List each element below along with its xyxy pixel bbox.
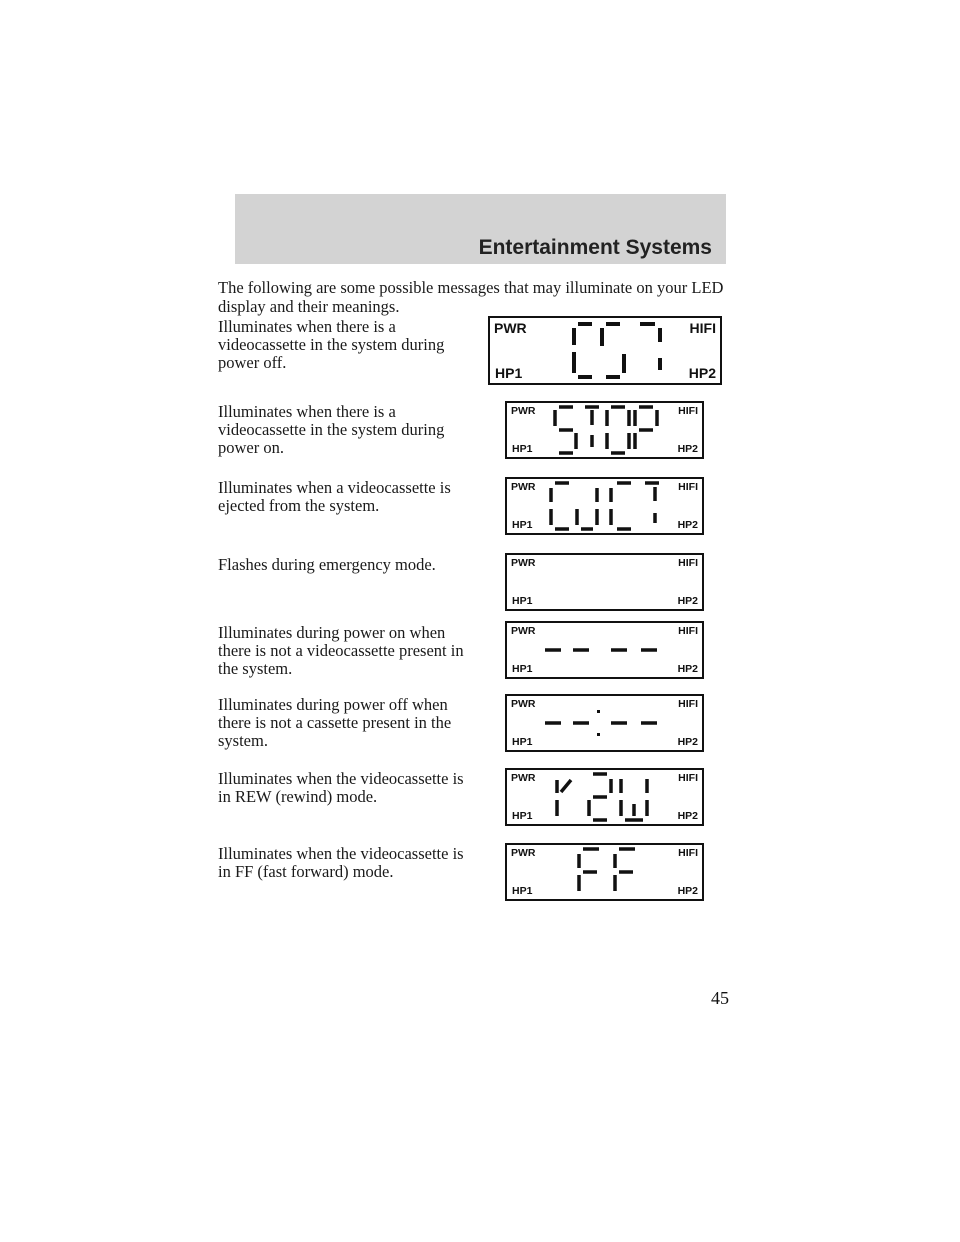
hp1-indicator: HP1 [512, 518, 533, 531]
lcd-display-rew [505, 768, 704, 826]
hifi-indicator: HIFI [678, 847, 698, 859]
hifi-indicator: HIFI [689, 320, 716, 336]
hp1-indicator: HP1 [512, 662, 533, 675]
hp2-indicator: HP2 [677, 735, 698, 748]
message-description: Illuminates when there is a videocassette in the system during power on. [218, 402, 445, 457]
lcd-display-clock-dashes [505, 694, 704, 752]
lcd-segments [507, 479, 702, 533]
hp2-indicator: HP2 [677, 594, 698, 607]
section-header [235, 194, 726, 264]
lcd-display-stop [505, 401, 704, 459]
lcd-display-blank [505, 553, 704, 611]
message-description: Flashes during emergency mode. [218, 555, 436, 574]
hp2-indicator: HP2 [677, 518, 698, 531]
lcd-display-cst [488, 316, 722, 385]
hp1-indicator: HP1 [512, 884, 533, 897]
hifi-indicator: HIFI [678, 557, 698, 569]
intro-paragraph: The following are some possible messages that may illuminate on your LED display and their meanings. [218, 278, 724, 316]
hifi-indicator: HIFI [678, 625, 698, 637]
lcd-display-ff [505, 843, 704, 901]
pwr-indicator: PWR [511, 772, 536, 784]
hp2-indicator: HP2 [688, 365, 716, 381]
lcd-segments [507, 770, 702, 824]
hp1-indicator: HP1 [512, 735, 533, 748]
hifi-indicator: HIFI [678, 481, 698, 493]
hp2-indicator: HP2 [677, 662, 698, 675]
page-number: 45 [711, 988, 729, 1008]
pwr-indicator: PWR [494, 320, 527, 336]
hp2-indicator: HP2 [677, 442, 698, 455]
pwr-indicator: PWR [511, 481, 536, 493]
lcd-segments [507, 696, 702, 750]
pwr-indicator: PWR [511, 847, 536, 859]
hifi-indicator: HIFI [678, 405, 698, 417]
message-description: Illuminates when a videocassette is ejected from the system. [218, 478, 451, 515]
pwr-indicator: PWR [511, 405, 536, 417]
hp2-indicator: HP2 [677, 809, 698, 822]
pwr-indicator: PWR [511, 557, 536, 569]
lcd-segments [507, 403, 702, 457]
hp1-indicator: HP1 [512, 809, 533, 822]
message-description: Illuminates when the videocassette is in REW (rewind) mode. [218, 769, 464, 806]
message-description: Illuminates when the videocassette is in FF (fast forward) mode. [218, 844, 464, 881]
pwr-indicator: PWR [511, 625, 536, 637]
hifi-indicator: HIFI [678, 772, 698, 784]
lcd-segments [507, 623, 702, 677]
hp1-indicator: HP1 [512, 594, 533, 607]
message-description: Illuminates during power off when there is not a cassette present in the system. [218, 695, 452, 750]
hifi-indicator: HIFI [678, 698, 698, 710]
lcd-display-ejct [505, 477, 704, 535]
hp1-indicator: HP1 [512, 442, 533, 455]
hp1-indicator: HP1 [495, 365, 523, 381]
section-title: Entertainment Systems [478, 236, 712, 259]
message-description: Illuminates during power on when there is not a videocassette present in the system. [218, 623, 464, 678]
lcd-segments [507, 845, 702, 899]
lcd-display-dashes [505, 621, 704, 679]
message-description: Illuminates when there is a videocassette in the system during power off. [218, 317, 445, 372]
hp2-indicator: HP2 [677, 884, 698, 897]
pwr-indicator: PWR [511, 698, 536, 710]
